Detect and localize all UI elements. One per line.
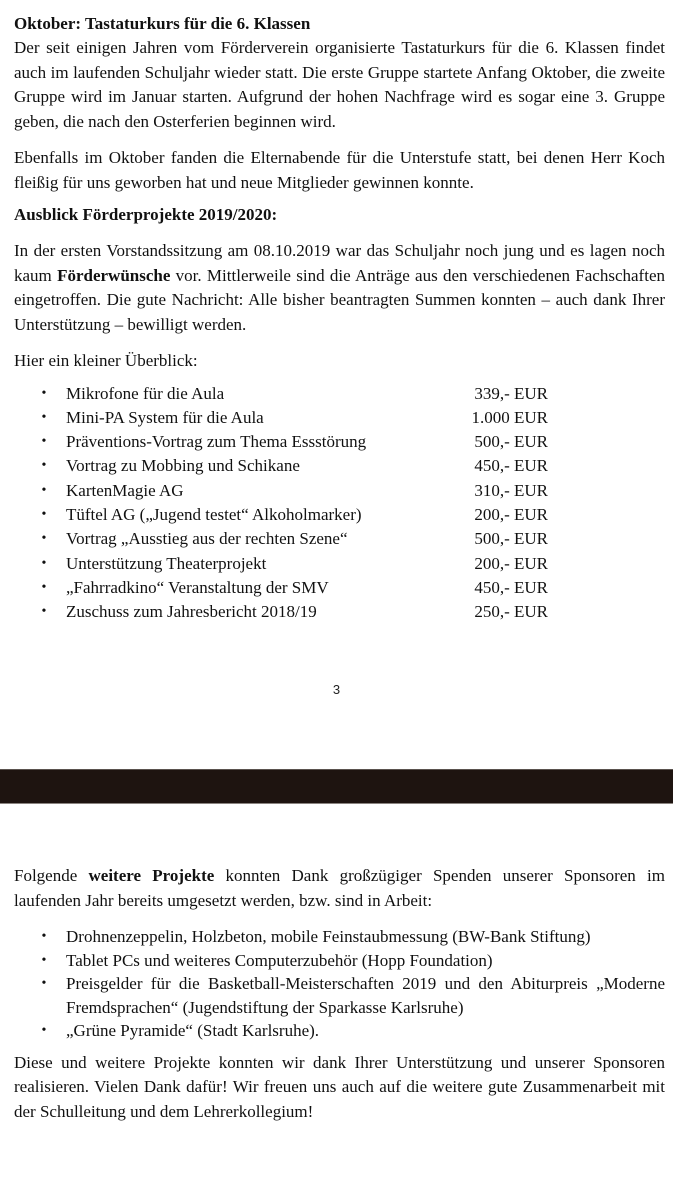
bullet-icon: • — [41, 1023, 47, 1038]
funding-item — [14, 576, 665, 600]
funding-item-amount: 450,- EUR — [474, 456, 548, 476]
funding-item-label: Unterstützung Theaterprojekt — [66, 553, 267, 573]
funding-item — [14, 600, 665, 624]
bullet-icon: • — [41, 385, 47, 401]
bullet-icon: • — [41, 976, 47, 991]
page-3-content — [14, 12, 665, 624]
project-item-text: Preisgelder für die Basketball-Meisterschaften 2019 und den Abiturpreis „Moderne Fremdsprachen“ (Jugendstiftung der Sparkasse Karlsruhe) — [66, 974, 665, 1017]
funding-item-label: Zuschuss zum Jahresbericht 2018/19 — [66, 602, 317, 622]
funding-item-label: Tüftel AG („Jugend testet“ Alkoholmarker) — [66, 504, 362, 524]
funding-item — [14, 479, 665, 503]
funding-item-label: Mini-PA System für die Aula — [66, 407, 264, 427]
funding-item — [14, 503, 665, 527]
bullet-icon: • — [41, 531, 47, 547]
section-heading-tastaturkurs: Oktober: Tastaturkurs für die 6. Klassen — [14, 14, 311, 33]
funding-item — [14, 406, 665, 430]
funding-item — [14, 552, 665, 576]
project-item-text: Tablet PCs und weiteres Computerzubehör (Hopp Foundation) — [66, 950, 493, 970]
funding-item-label: „Fahrradkino“ Veranstaltung der SMV — [66, 577, 329, 597]
funding-item-label: Vortrag „Ausstieg aus der rechten Szene“ — [66, 529, 348, 549]
funding-item-amount: 500,- EUR — [474, 529, 548, 549]
funding-list — [14, 382, 665, 625]
funding-item — [14, 527, 665, 551]
bullet-icon: • — [41, 458, 47, 474]
funding-item-amount: 250,- EUR — [474, 602, 548, 622]
bullet-icon: • — [41, 604, 47, 620]
page-4-content — [14, 864, 665, 1124]
funding-item — [14, 382, 665, 406]
document-page-4 — [0, 804, 673, 1200]
funding-item-label: Mikrofone für die Aula — [66, 383, 225, 403]
project-item — [14, 925, 665, 949]
funding-item-label: Präventions-Vortrag zum Thema Essstörung — [66, 432, 367, 452]
bullet-icon: • — [41, 929, 47, 944]
paragraph-text: konnten Dank großzügiger Spenden unserer Sponsoren im laufenden Jahr bereits umgesetzt werden, bzw. sind in Arbeit: — [14, 866, 665, 910]
funding-item-amount: 200,- EUR — [474, 553, 548, 573]
paragraph-vorstandssitzung — [14, 239, 665, 337]
paragraph-text: vor. Mittlerweile sind die Anträge aus den verschiedenen Fachschaften eingetroffen. Die gute Nachricht: Alle bisher beantragten Summen konnten – auch dank Ihrer Unterstützung – bewilligt werden. — [14, 265, 665, 334]
paragraph-text: In der ersten Vorstandssitzung am 08.10.2019 war das Schuljahr noch jung und es lagen noch kaum — [14, 241, 665, 285]
funding-item — [14, 430, 665, 454]
funding-item-label: KartenMagie AG — [66, 480, 184, 500]
overview-intro: Hier ein kleiner Überblick: — [14, 351, 198, 370]
bullet-icon: • — [41, 434, 47, 450]
page-number: 3 — [332, 682, 341, 697]
bullet-icon: • — [41, 506, 47, 522]
funding-item-amount: 500,- EUR — [474, 432, 548, 452]
bullet-icon: • — [41, 555, 47, 571]
paragraph-tastaturkurs: Der seit einigen Jahren vom Förderverein organisierte Tastaturkurs für die 6. Klassen findet auch im laufenden Schuljahr wieder statt. Die erste Gruppe startete Anfang Oktober, die zweite Gruppe wird im Januar starten. Aufgrund der hohen Nachfrage wird es sogar eine 3. Gruppe geben, die nach den Osterferien beginnen wird. — [14, 38, 665, 131]
paragraph-elternabende: Ebenfalls im Oktober fanden die Elternabende für die Unterstufe statt, bei denen Herr Koch fleißig für uns geworben hat und neue Mitglieder gewinnen konnte. — [14, 148, 665, 192]
project-item — [14, 972, 665, 1019]
funding-item-amount: 339,- EUR — [474, 383, 548, 403]
paragraph-closing: Diese und weitere Projekte konnten wir dank Ihrer Unterstützung und unserer Sponsoren realisieren. Vielen Dank dafür! Wir freuen uns auch auf die weitere gute Zusammenarbeit mit der Schulleitung und dem Lehrerkollegium! — [14, 1052, 665, 1121]
project-item-text: „Grüne Pyramide“ (Stadt Karlsruhe). — [66, 1021, 320, 1040]
bullet-icon: • — [41, 952, 47, 968]
section-heading-ausblick: Ausblick Förderprojekte 2019/2020: — [14, 205, 278, 224]
project-item — [14, 949, 665, 973]
funding-item-amount: 1.000 EUR — [471, 407, 548, 427]
bullet-icon: • — [41, 482, 47, 498]
funding-item-amount: 450,- EUR — [474, 577, 548, 597]
funding-item-amount: 310,- EUR — [474, 480, 548, 500]
project-item — [14, 1019, 665, 1043]
sponsored-projects-list — [14, 925, 665, 1043]
bold-weitere-projekte: weitere Projekte — [88, 866, 215, 885]
funding-item-amount: 200,- EUR — [474, 504, 548, 524]
paragraph-text: Folgende — [14, 866, 89, 885]
paragraph-weitere-projekte — [14, 864, 665, 913]
bold-foerderwuensche: Förderwünsche — [57, 265, 171, 285]
page-separator — [0, 769, 673, 804]
project-item-text: Drohnenzeppelin, Holzbeton, mobile Feinstaubmessung (BW-Bank Stiftung) — [66, 927, 591, 946]
bullet-icon: • — [41, 409, 47, 425]
funding-item-label: Vortrag zu Mobbing und Schikane — [66, 456, 300, 476]
funding-item — [14, 454, 665, 478]
bullet-icon: • — [41, 579, 47, 595]
